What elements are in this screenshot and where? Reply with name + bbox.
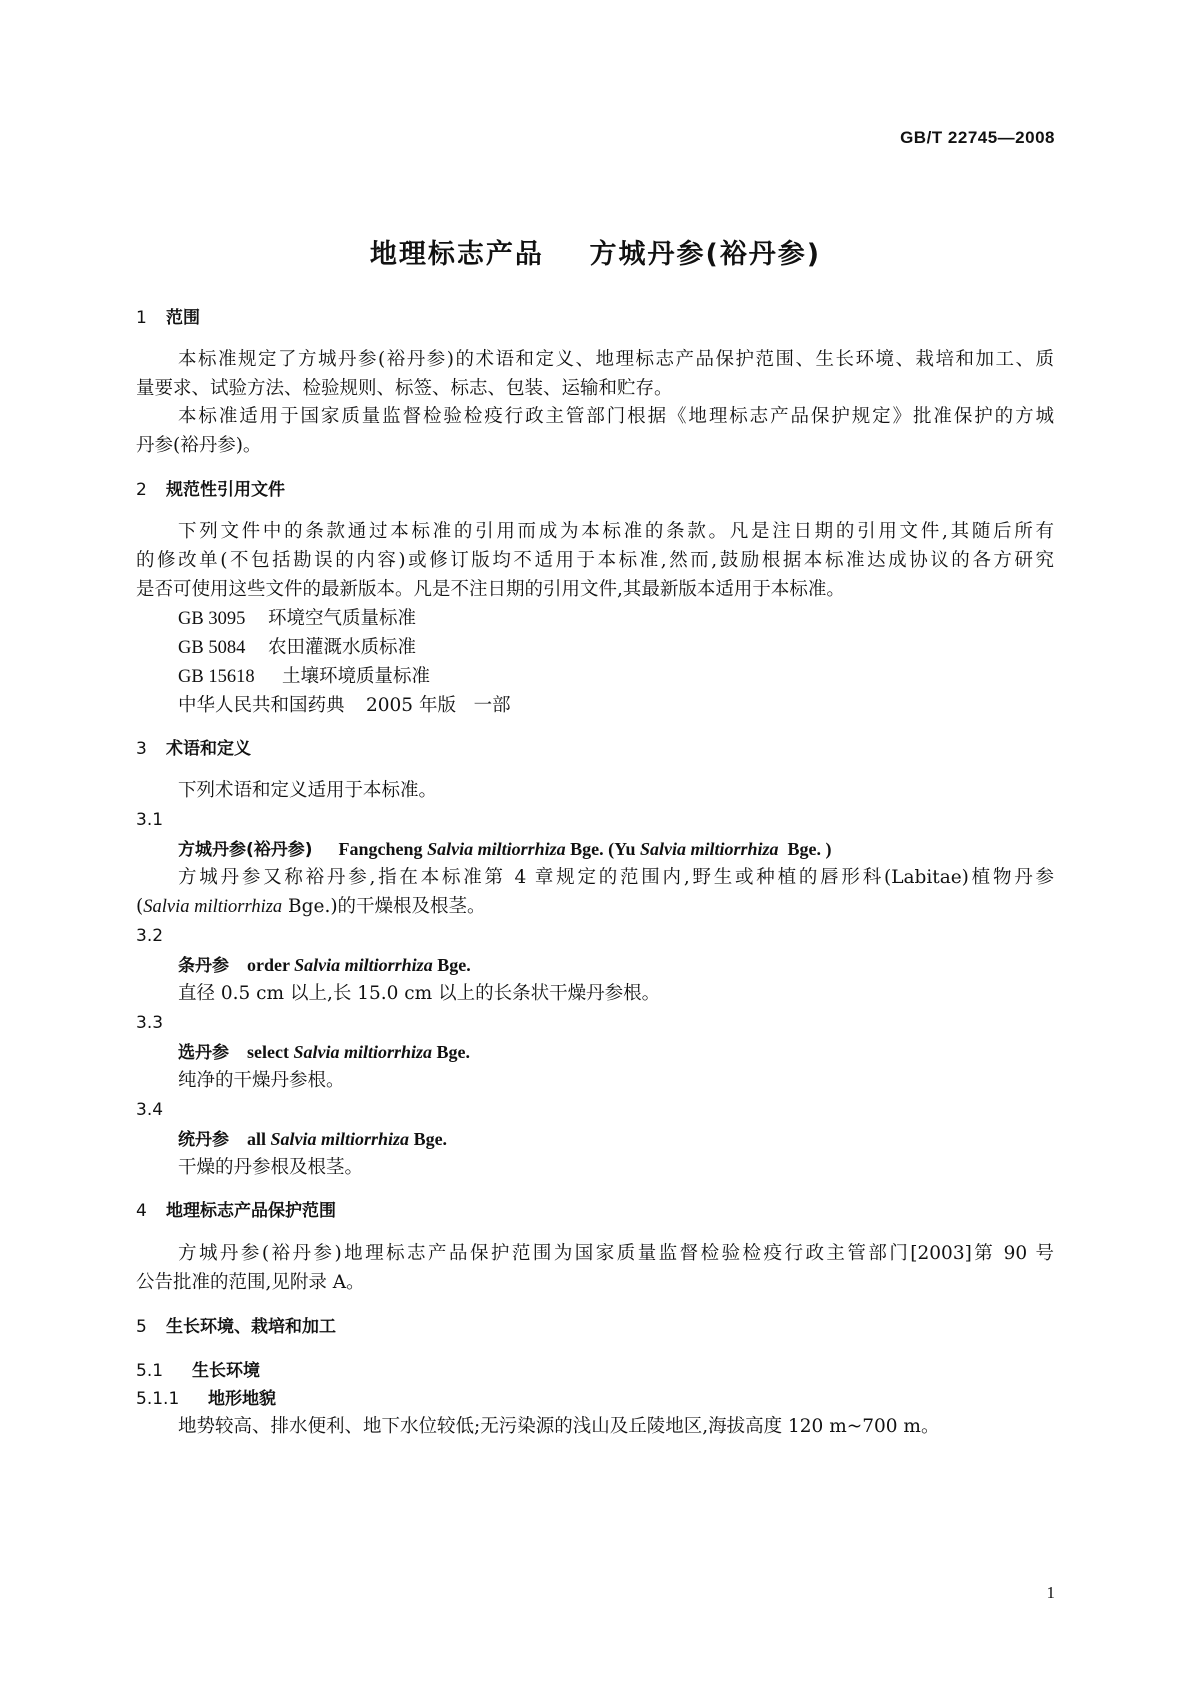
- section-title: 地形地貌: [208, 1389, 276, 1409]
- term-english: order Salvia miltiorrhiza Bge.: [247, 955, 471, 975]
- reference-item: [178, 665, 430, 689]
- clause-number: 3.1: [136, 810, 164, 830]
- section-number: 2: [136, 480, 147, 500]
- reference-name: 农田灌溉水质标准: [268, 637, 417, 658]
- paragraph-line: 本标准规定了方城丹参(裕丹参)的术语和定义、地理标志产品保护范围、生长环境、栽培和加工、质: [178, 349, 1054, 370]
- clause-number: 3.3: [136, 1013, 164, 1033]
- section-1-heading: [136, 306, 200, 330]
- term-english: select Salvia miltiorrhiza Bge.: [247, 1042, 471, 1062]
- subsection-5-1-heading: [136, 1359, 260, 1383]
- reference-item: [178, 607, 416, 631]
- paragraph-line: 方城丹参(裕丹参)地理标志产品保护范围为国家质量监督检验检疫行政主管部门[2003]第 90 号: [178, 1243, 1054, 1264]
- section-number: 1: [136, 308, 147, 328]
- paragraph-line: 下列文件中的条款通过本标准的引用而成为本标准的条款。凡是注日期的引用文件,其随后所有: [178, 521, 1054, 542]
- term-chinese: 方城丹参(裕丹参): [178, 840, 313, 860]
- section-2-heading: [136, 478, 285, 502]
- paragraph-line: 公告批准的范围,见附录 A。: [136, 1272, 365, 1293]
- section-number: 5.1.1: [136, 1389, 180, 1409]
- paragraph-line: 是否可使用这些文件的最新版本。凡是不注日期的引用文件,其最新版本适用于本标准。: [136, 579, 845, 600]
- term-chinese: 条丹参: [178, 956, 229, 976]
- reference-code: GB 3095: [178, 609, 246, 629]
- term-chinese: 统丹参: [178, 1130, 229, 1150]
- document-title: 地理标志产品 方城丹参(裕丹参): [369, 239, 822, 270]
- term-entry: [178, 953, 471, 978]
- definition-line: 纯净的干燥丹参根。: [178, 1070, 345, 1091]
- section-number: 5.1: [136, 1361, 164, 1381]
- term-english: Fangcheng Salvia miltiorrhiza Bge. (Yu Salvia miltiorrhiza Bge. ): [338, 839, 832, 859]
- clause-number: 3.4: [136, 1100, 164, 1120]
- reference-name: 土壤环境质量标准: [282, 666, 431, 687]
- section-5-heading: [136, 1315, 336, 1339]
- definition-line: (Salvia miltiorrhiza Bge.)的干燥根及根茎。: [136, 896, 486, 917]
- reference-code: 中华人民共和国药典: [178, 695, 345, 716]
- term-entry: [178, 1040, 470, 1065]
- term-chinese: 选丹参: [178, 1043, 229, 1063]
- paragraph-line: 下列术语和定义适用于本标准。: [178, 780, 438, 801]
- definition-line: 方城丹参又称裕丹参,指在本标准第 4 章规定的范围内,野生或种植的唇形科(Labitae)植物丹参: [178, 867, 1054, 888]
- subsection-5-1-1-heading: [136, 1387, 276, 1411]
- section-3-heading: [136, 737, 251, 761]
- reference-name: 2005 年版 一部: [366, 695, 511, 716]
- definition-line: 干燥的丹参根及根茎。: [178, 1157, 364, 1178]
- reference-item: [178, 694, 511, 718]
- paragraph-line: 量要求、试验方法、检验规则、标签、标志、包装、运输和贮存。: [136, 378, 673, 399]
- section-number: 3: [136, 739, 147, 759]
- page-number: 1: [1046, 1583, 1055, 1602]
- section-title: 术语和定义: [166, 739, 251, 759]
- section-number: 4: [136, 1201, 147, 1221]
- clause-number: 3.2: [136, 926, 164, 946]
- section-title: 范围: [166, 308, 200, 328]
- definition-line: 直径 0.5 cm 以上,长 15.0 cm 以上的长条状干燥丹参根。: [178, 983, 661, 1004]
- section-4-heading: [136, 1199, 336, 1223]
- reference-item: [178, 636, 416, 660]
- paragraph-line: 地势较高、排水便利、地下水位较低;无污染源的浅山及丘陵地区,海拔高度 120 m~700 m。: [178, 1416, 940, 1437]
- paragraph-line: 丹参(裕丹参)。: [136, 435, 262, 456]
- term-entry: [178, 837, 832, 862]
- section-title: 生长环境: [192, 1361, 260, 1381]
- section-number: 5: [136, 1317, 147, 1337]
- reference-code: GB 15618: [178, 667, 255, 687]
- reference-code: GB 5084: [178, 638, 246, 658]
- term-entry: [178, 1127, 447, 1152]
- section-title: 地理标志产品保护范围: [166, 1201, 336, 1221]
- reference-name: 环境空气质量标准: [268, 608, 417, 629]
- section-title: 生长环境、栽培和加工: [166, 1317, 336, 1337]
- term-english: all Salvia miltiorrhiza Bge.: [247, 1129, 448, 1149]
- section-title: 规范性引用文件: [166, 480, 285, 500]
- standard-code: GB/T 22745—2008: [900, 128, 1055, 147]
- paragraph-line: 本标准适用于国家质量监督检验检疫行政主管部门根据《地理标志产品保护规定》批准保护的方城: [178, 406, 1054, 427]
- paragraph-line: 的修改单(不包括勘误的内容)或修订版均不适用于本标准,然而,鼓励根据本标准达成协议的各方研究: [136, 550, 1054, 571]
